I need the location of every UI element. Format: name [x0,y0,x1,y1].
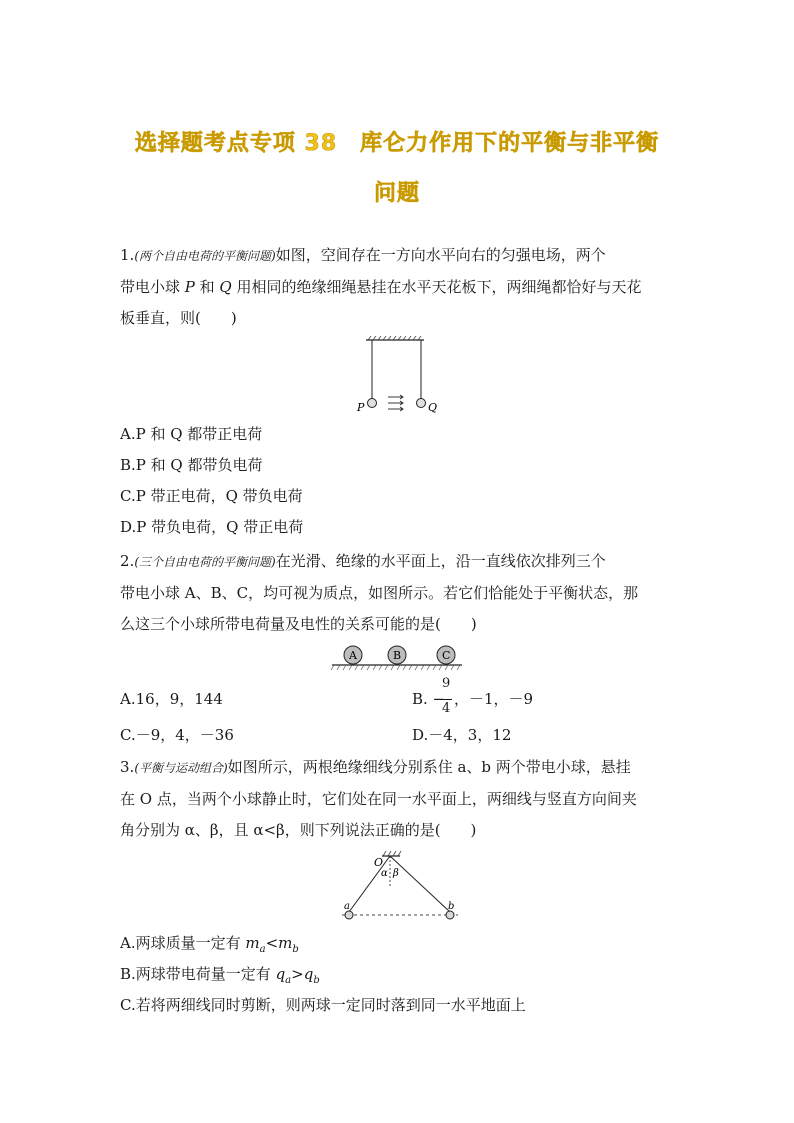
question-2-stem: 2.(三个自由电荷的平衡问题)在光滑、绝缘的水平面上，沿一直线依次排列三个 带电小球 A、B、C，均可视为质点，如图所示。若它们恰能处于平衡状态，那 么这三个小球所带电荷量及电性的关系可能的是( ) [120,552,639,633]
q2-option-a: A.16，9，144 [120,690,223,708]
q1-option-a: A.P 和 Q 都带正电荷 [120,425,263,443]
question-1-stem: 1.(两个自由电荷的平衡问题)如图，空间存在一方向水平向右的匀强电场，两个 带电小球 P 和 Q 用相同的绝缘细绳悬挂在水平天花板下，两细绳都恰好与天花 板垂直，则( ) [120,246,642,327]
label-alpha: α [381,868,388,879]
svg-text:C: C [442,649,451,662]
q2-option-c: C.－9，4，－36 [120,726,234,744]
question-2-tag: (三个自由电荷的平衡问题) [134,555,276,569]
fraction-denominator: 4 [442,701,451,716]
ball-a [345,911,353,919]
question-3-tag: (平衡与运动组合) [134,761,228,775]
label-a: a [344,901,350,912]
q3-option-b: B.两球带电荷量一定有 $q_a>q_b$ [120,965,320,986]
ball-b [446,911,454,919]
q2-option-d: D.－4，3，12 [412,726,512,744]
ball-p [368,399,377,408]
q1-option-c: C.P 带正电荷，Q 带负电荷 [120,487,303,505]
svg-text:B: B [393,649,402,662]
label-o: O [374,856,384,869]
label-p: P [357,401,365,414]
q3-option-c: C.若将两细线同时剪断，则两球一定同时落到同一水平地面上 [120,996,526,1014]
document-page: 选择题考点专项 38 库仑力作用下的平衡与非平衡 问题 1.(两个自由电荷的平衡问题)如图，空间存在一方向水平向右的匀强电场，两个 带电小球 P 和 Q 用相同的绝缘细绳悬挂在水平天花板下，两细绳都恰好与天花 板垂直，则( ) P Q A.P 和 Q 都带正电荷 B.P 和 Q 都带负电荷 C.P 带正电荷，Q 带负电荷 D.P 带负电荷，Q 带正电荷 2.(三个自由电荷的平衡问题)在光滑、绝缘的水平面上，沿一直线依次排列三个 带电小球 A、B、C，均可视为质点，如图所示。若它们恰能处于平衡状态，那 么这三个小球所带电荷量及电性的关系可能的是( ) A B C A.16，9，144 B. − 9 4 ，－1，－9 C.－9，4，－36 D.－4，3，12 3.(平衡与运动组合)如图所示，两根绝缘细线分别系住 a、b 两个带电小球，悬挂 在 O 点，当两个小球静止时，它们处在同一水平面上，两细线与竖直方向间夹 角分别为 α、β，且 α<β，则下列说法正确的是( ) O α β a b A.两球质量一定有 $m_a<m_b$ B.两球带电荷量一定有 $q_a>q_b$ C.若将两细线同时剪断，则两球一定同时落到同一水平地面上 [0,0,794,1123]
question-3-figure [330,850,470,926]
ball-q [417,399,426,408]
q1-option-d: D.P 带负电荷，Q 带正电荷 [120,518,304,536]
svg-text:A: A [349,649,357,662]
fraction-numerator: 9 [442,676,451,691]
question-3-stem: 3.(平衡与运动组合)如图所示，两根绝缘细线分别系住 a、b 两个带电小球，悬挂 在 O 点，当两个小球静止时，它们处在同一水平面上，两细线与竖直方向间夹 角分别为 α、β，且 α<β，则下列说法正确的是( ) [120,758,637,839]
question-2-figure [330,643,464,673]
question-1-tag: (两个自由电荷的平衡问题) [134,249,276,263]
page-title-line-1: 选择题考点专项 38 库仑力作用下的平衡与非平衡 [134,131,660,156]
page-title-line-2: 问题 [373,181,420,206]
q3-option-a: A.两球质量一定有 $m_a<m_b$ [120,934,299,955]
label-beta: β [393,868,399,879]
q1-option-b: B.P 和 Q 都带负电荷 [120,456,263,474]
electric-field-arrows [388,395,403,411]
label-q: Q [428,401,438,414]
label-b: b [448,901,455,912]
question-1-figure [350,336,450,420]
